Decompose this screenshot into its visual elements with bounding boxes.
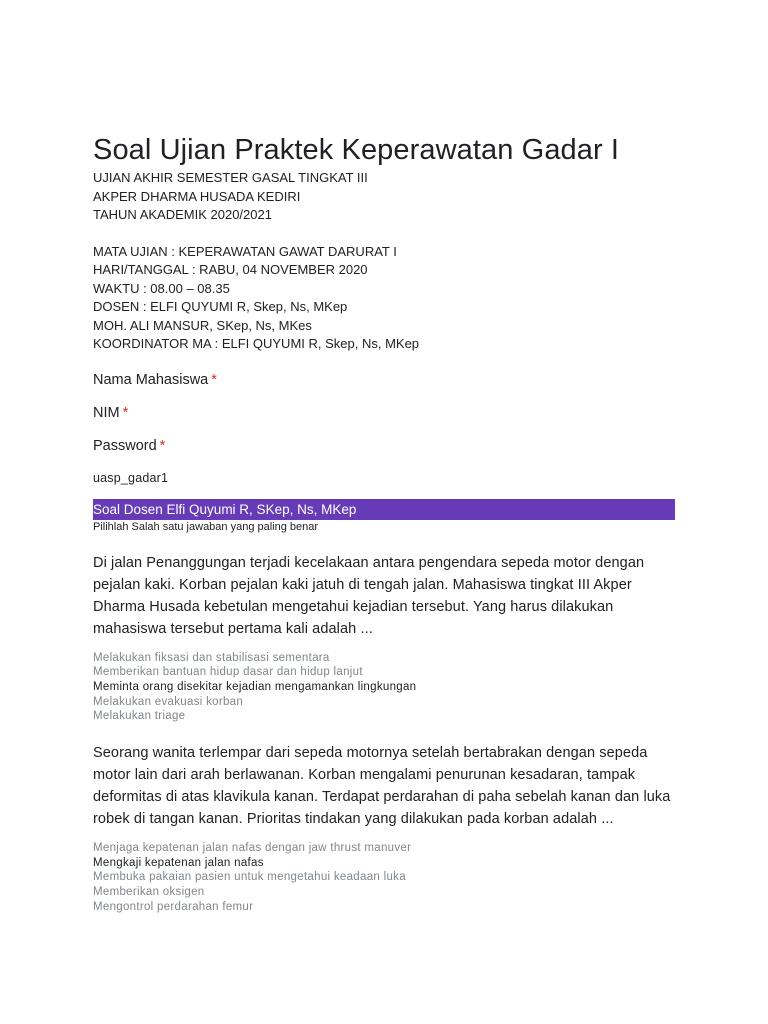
details-line: KOORDINATOR MA : ELFI QUYUMI R, Skep, Ns, MKep <box>93 336 420 351</box>
description-spacer <box>93 225 675 243</box>
form-title: Soal Ujian Praktek Keperawatan Gadar I <box>93 134 620 166</box>
nama-mahasiswa-field[interactable] <box>93 370 675 390</box>
answer-option[interactable]: Memberikan bantuan hidup dasar dan hidup lanjut <box>93 666 363 679</box>
required-mark: * <box>122 404 129 421</box>
form-description <box>93 169 675 354</box>
nim-field[interactable] <box>93 403 675 423</box>
password-value: uasp_gadar1 <box>93 470 169 485</box>
details-line: WAKTU : 08.00 – 08.35 <box>93 280 230 296</box>
question-2-options <box>93 841 675 915</box>
field-label: Nama Mahasiswa <box>93 371 209 388</box>
answer-option[interactable]: Melakukan evakuasi korban <box>93 695 244 708</box>
answer-option[interactable]: Membuka pakaian pasien untuk mengetahui keadaan luka <box>93 871 406 884</box>
details-line: HARI/TANGGAL : RABU, 04 NOVEMBER 2020 <box>93 262 368 277</box>
required-mark: * <box>211 371 217 388</box>
section-subtitle: Pilihlah Salah satu jawaban yang paling benar <box>93 520 319 533</box>
answer-option[interactable]: Melakukan fiksasi dan stabilisasi sementara <box>93 651 330 664</box>
answer-option[interactable]: Mengontrol perdarahan femur <box>93 900 254 913</box>
field-label: Password <box>93 437 157 454</box>
password-field[interactable] <box>93 436 675 456</box>
details-line: DOSEN : ELFI QUYUMI R, Skep, Ns, MKep <box>93 299 348 314</box>
answer-option[interactable]: Melakukan triage <box>93 710 186 723</box>
section-header: Soal Dosen Elfi Quyumi R, SKep, Ns, MKep <box>93 499 675 520</box>
answer-option-selected[interactable]: Mengkaji kepatenan jalan nafas <box>93 856 264 869</box>
question-1-text: Di jalan Penanggungan terjadi kecelakaan antara pengendara sepeda motor dengan pejalan kaki. Korban pejalan kaki jatuh di tengah jalan. Mahasiswa tingkat III Akper Dharma Husada kebetulan mengetahui kejadian tersebut. Yang harus dilakukan mahasiswa tersebut pertama kali adalah ... <box>93 554 645 637</box>
description-line: AKPER DHARMA HUSADA KEDIRI <box>93 188 301 204</box>
field-label: NIM <box>93 404 120 421</box>
answer-option-selected[interactable]: Meminta orang disekitar kejadian mengamankan lingkungan <box>93 680 417 693</box>
description-line: UJIAN AKHIR SEMESTER GASAL TINGKAT III <box>93 170 368 185</box>
form-page <box>93 132 675 915</box>
question-2-text: Seorang wanita terlempar dari sepeda motornya setelah bertabrakan dengan sepeda motor lain dari arah berlawanan. Korban mengalami penurunan kesadaran, tampak deformitas di atas klavikula kanan. Terdapat perdarahan di paha sebelah kanan dan luka robek di tangan kanan. Prioritas tindakan yang dilakukan pada korban adalah ... <box>93 745 671 828</box>
description-line: TAHUN AKADEMIK 2020/2021 <box>93 207 272 222</box>
answer-option[interactable]: Memberikan oksigen <box>93 886 205 899</box>
required-mark: * <box>159 437 166 454</box>
question-1-options <box>93 651 675 725</box>
details-line: MATA UJIAN : KEPERAWATAN GAWAT DARURAT I <box>93 243 397 259</box>
answer-option[interactable]: Menjaga kepatenan jalan nafas dengan jaw thrust manuver <box>93 842 412 855</box>
details-line: MOH. ALI MANSUR, SKep, Ns, MKes <box>93 317 312 333</box>
